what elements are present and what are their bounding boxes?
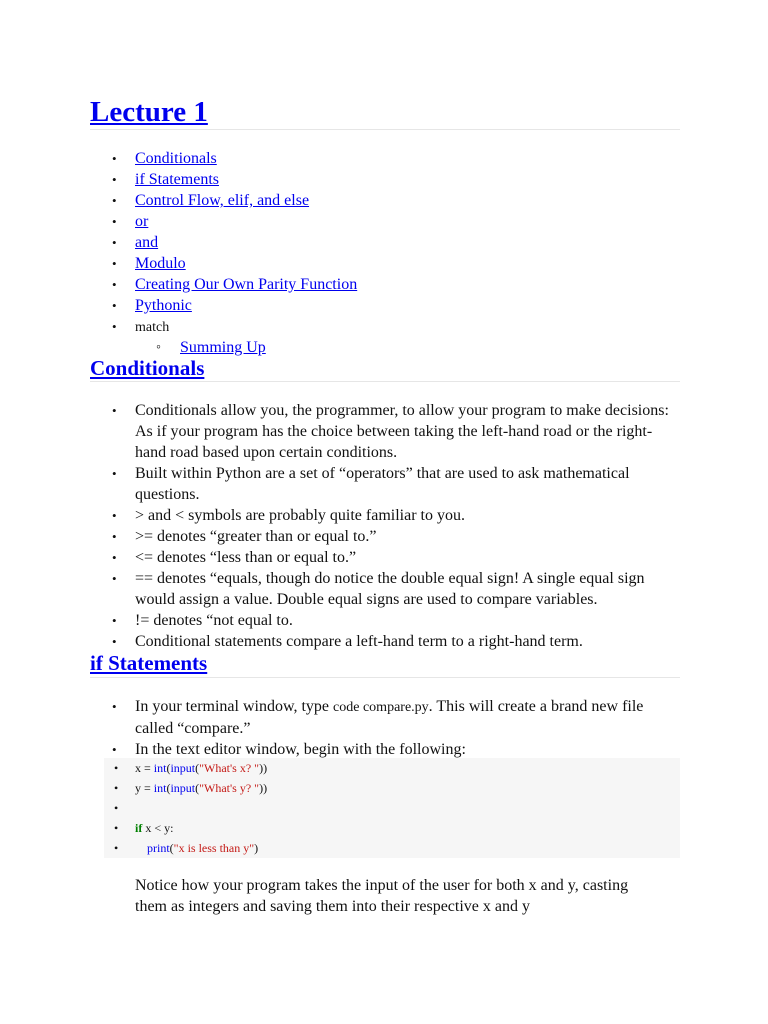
inline-code: code compare.py [333,700,429,715]
section-link-conditionals[interactable]: Conditionals [90,356,205,380]
list-item: • > and < symbols are probably quite familiar to you. [0,505,680,526]
toc-link-pythonic[interactable]: Pythonic [135,297,192,314]
toc-item [0,295,357,316]
list-item: • == denotes “equals, though do notice the double equal sign! A single equal sign would assign a value. Double equal signs are used to compare variables. [0,568,680,610]
toc-link-and[interactable]: and [135,234,159,251]
conditionals-list [0,400,680,652]
code-token: ( [195,761,200,775]
code-block [104,758,680,858]
code-token: print [147,841,170,855]
code-line [104,818,680,838]
list-item: • In the text editor window, begin with the following: [0,739,680,760]
toc-link-parity-function[interactable]: Creating Our Own Parity Function [135,276,358,293]
toc-item [0,274,357,295]
section-heading-conditionals [90,355,204,381]
toc-item [0,211,357,232]
code-token: input [170,761,196,775]
code-token: ) [254,841,259,855]
list-item: • Conditional statements compare a left-hand term to a right-hand term. [0,631,680,652]
code-line [104,838,680,858]
list-item [0,696,680,739]
toc-item [0,148,357,169]
code-line-empty [104,798,680,818]
list-item-text: . This will create a brand new file called “compare.” [135,698,644,737]
code-token: "What's x? " [199,761,260,775]
toc-link-modulo[interactable]: Modulo [135,255,186,272]
toc-text-match: match [135,320,170,335]
toc-link-if-statements[interactable]: if Statements [135,171,219,188]
page-title-link[interactable]: Lecture 1 [90,96,208,128]
toc-item [0,253,357,274]
code-token: "x is less than y" [173,841,255,855]
toc-link-summing-up[interactable]: Summing Up [180,339,266,356]
section-link-if-statements[interactable]: if Statements [90,651,208,675]
code-keyword: if [135,821,143,835]
body-paragraph: Notice how your program takes the input of the user for both x and y, casting them as integers and saving them into their respective x and y [135,877,629,915]
code-token: y = [135,781,154,795]
code-token: )) [259,761,268,775]
toc-link-control-flow[interactable]: Control Flow, elif, and else [135,192,310,209]
section-divider [90,677,680,678]
list-item-text: In your terminal window, type [135,698,334,715]
code-token: )) [259,781,268,795]
code-token: ( [166,781,171,795]
code-token: int [153,781,167,795]
code-token: ( [169,841,174,855]
toc-item [0,316,357,337]
code-token: "What's y? " [199,781,260,795]
section-heading-if-statements [90,650,207,676]
if-statements-list [0,696,680,760]
table-of-contents [0,148,357,358]
list-item: • >= denotes “greater than or equal to.” [0,526,680,547]
toc-item [0,169,357,190]
code-token: ( [195,781,200,795]
title-divider [90,129,680,130]
code-line [104,778,680,798]
code-token: input [170,781,196,795]
code-token: x = [135,761,154,775]
code-token: ( [166,761,171,775]
list-item: • != denotes “not equal to. [0,610,680,631]
code-indent [135,841,147,855]
toc-item [0,232,357,253]
list-item: • Built within Python are a set of “operators” that are used to ask mathematical questions. [0,463,680,505]
page-title [90,94,208,130]
toc-link-conditionals[interactable]: Conditionals [135,150,217,167]
toc-link-or[interactable]: or [135,213,149,230]
code-token: int [153,761,167,775]
list-item: • <= denotes “less than or equal to.” [0,547,680,568]
code-line [104,758,680,778]
section-divider [90,381,680,382]
toc-item [0,190,357,211]
code-token: x < y: [142,821,174,835]
list-item: • Conditionals allow you, the programmer, to allow your program to make decisions: As if your program has the choice between taking the left-hand road or the right-hand road based upon certain conditions. [0,400,680,463]
